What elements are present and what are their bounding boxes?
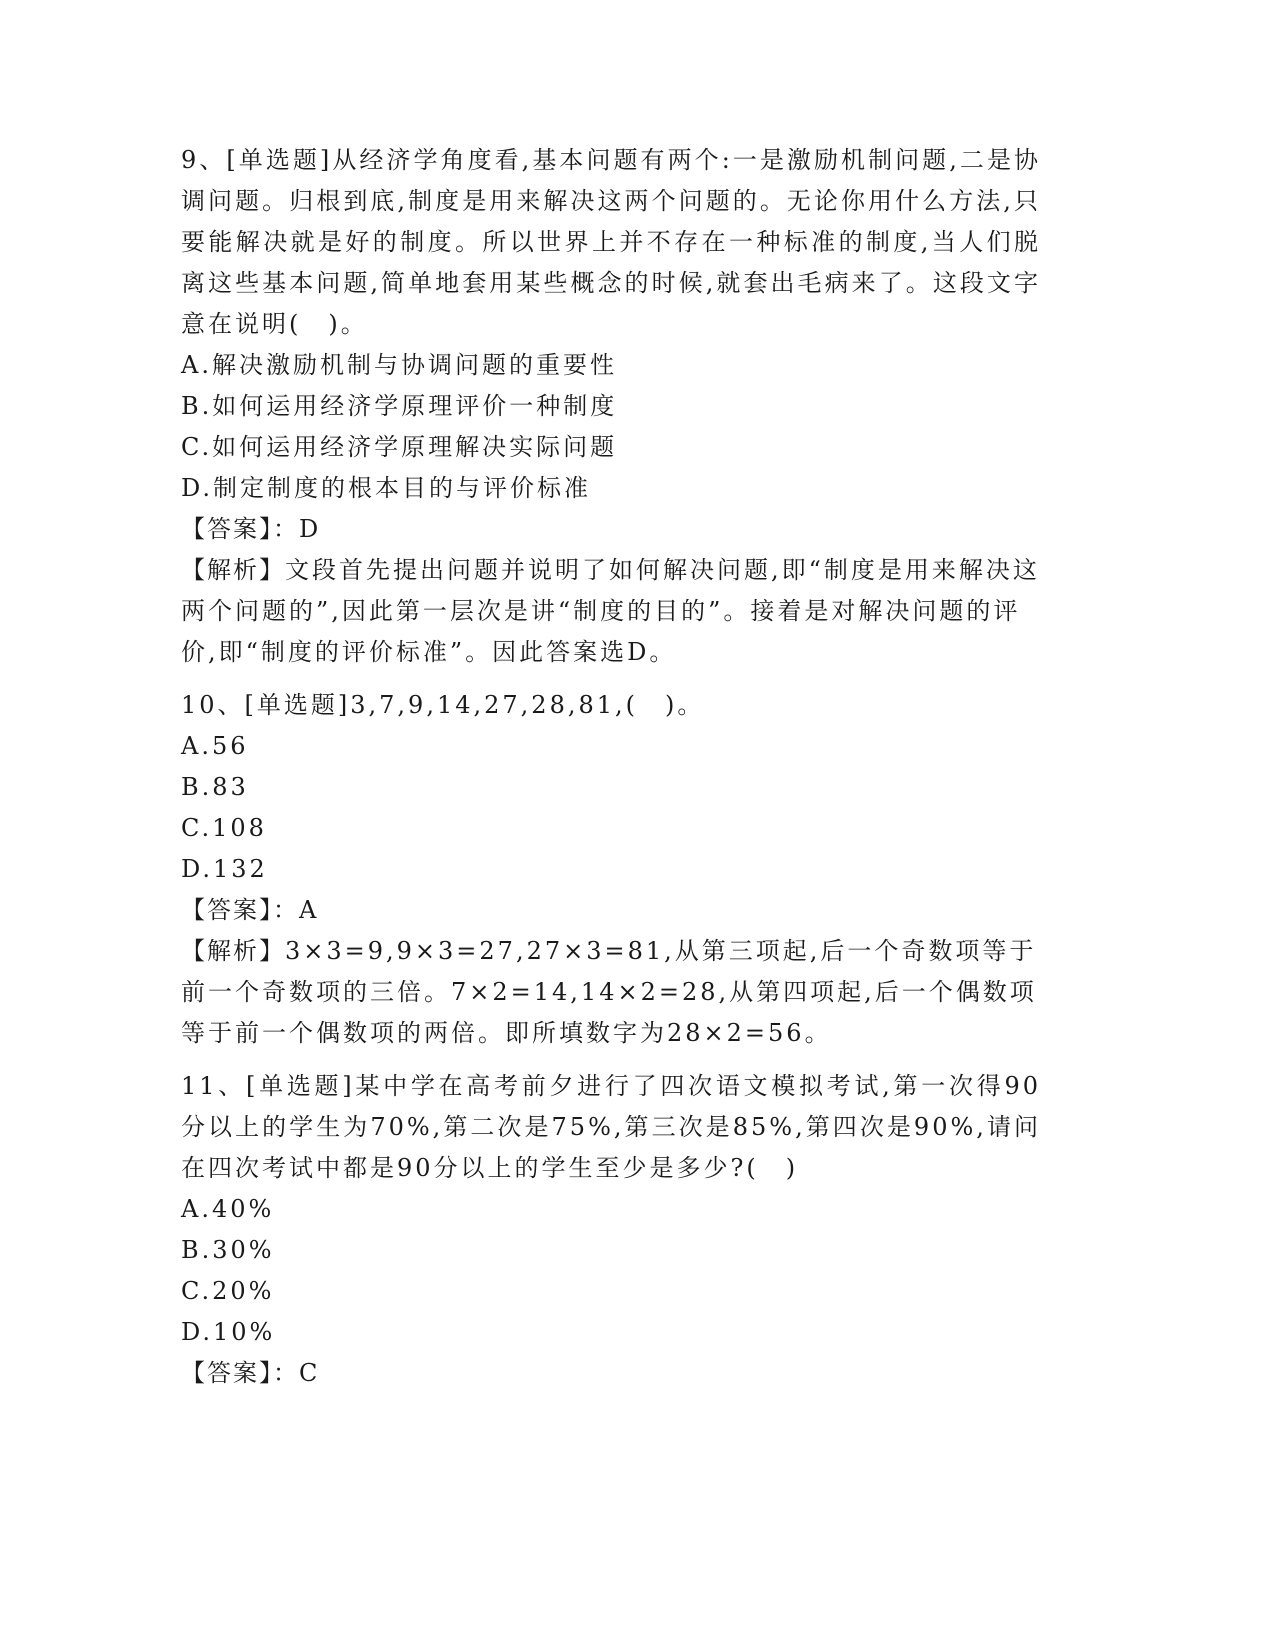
answer-label: 【答案】： [181, 515, 299, 543]
option-a: A.解决激励机制与协调问题的重要性 [181, 351, 617, 379]
answer-value: D [299, 515, 322, 543]
option-c: C.108 [181, 814, 267, 842]
answer-line [181, 509, 1041, 550]
document-page [181, 140, 1041, 1394]
question-10 [181, 685, 1041, 1054]
option-d: D.制定制度的根本目的与评价标准 [181, 474, 592, 502]
option-a: A.56 [181, 732, 249, 760]
question-9 [181, 140, 1041, 673]
answer-value: C [299, 1359, 321, 1387]
question-11 [181, 1066, 1041, 1394]
analysis-block [181, 931, 1041, 1054]
option-b: B.83 [181, 773, 249, 801]
option-b: B.如何运用经济学原理评价一种制度 [181, 392, 618, 420]
analysis-text: 文段首先提出问题并说明了如何解决问题,即“制度是用来解决这两个问题的”,因此第一层次是讲“制度的目的”。接着是对解决问题的评价,即“制度的评价标准”。因此答案选D。 [181, 556, 1040, 666]
analysis-text: 3×3=9,9×3=27,27×3=81,从第三项起,后一个奇数项等于前一个奇数项的三倍。7×2=14,14×2=28,从第四项起,后一个偶数项等于前一个偶数项的两倍。即所填数字为28×2=56。 [181, 937, 1037, 1047]
analysis-label: 【解析】 [181, 937, 285, 965]
option-d: D.10% [181, 1318, 276, 1346]
analysis-label: 【解析】 [181, 556, 285, 584]
option-c: C.20% [181, 1277, 275, 1305]
option-c: C.如何运用经济学原理解决实际问题 [181, 433, 618, 461]
option-b: B.30% [181, 1236, 275, 1264]
question-stem: 9、[单选题]从经济学角度看,基本问题有两个:一是激励机制问题,二是协调问题。归根到底,制度是用来解决这两个问题的。无论你用什么方法,只要能解决就是好的制度。所以世界上并不存在一种标准的制度,当人们脱离这些基本问题,简单地套用某些概念的时候,就套出毛病来了。这段文字意在说明( )。 [181, 146, 1041, 338]
question-stem: 11、[单选题]某中学在高考前夕进行了四次语文模拟考试,第一次得90分以上的学生为70%,第二次是75%,第三次是85%,第四次是90%,请问在四次考试中都是90分以上的学生至少是多少?( ) [181, 1072, 1041, 1182]
answer-label: 【答案】： [181, 896, 299, 924]
answer-line [181, 1353, 1041, 1394]
answer-value: A [299, 896, 320, 924]
option-a: A.40% [181, 1195, 275, 1223]
answer-line [181, 890, 1041, 931]
question-stem: 10、[单选题]3,7,9,14,27,28,81,( )。 [181, 691, 705, 719]
analysis-block [181, 550, 1041, 673]
answer-label: 【答案】： [181, 1359, 299, 1387]
option-d: D.132 [181, 855, 268, 883]
